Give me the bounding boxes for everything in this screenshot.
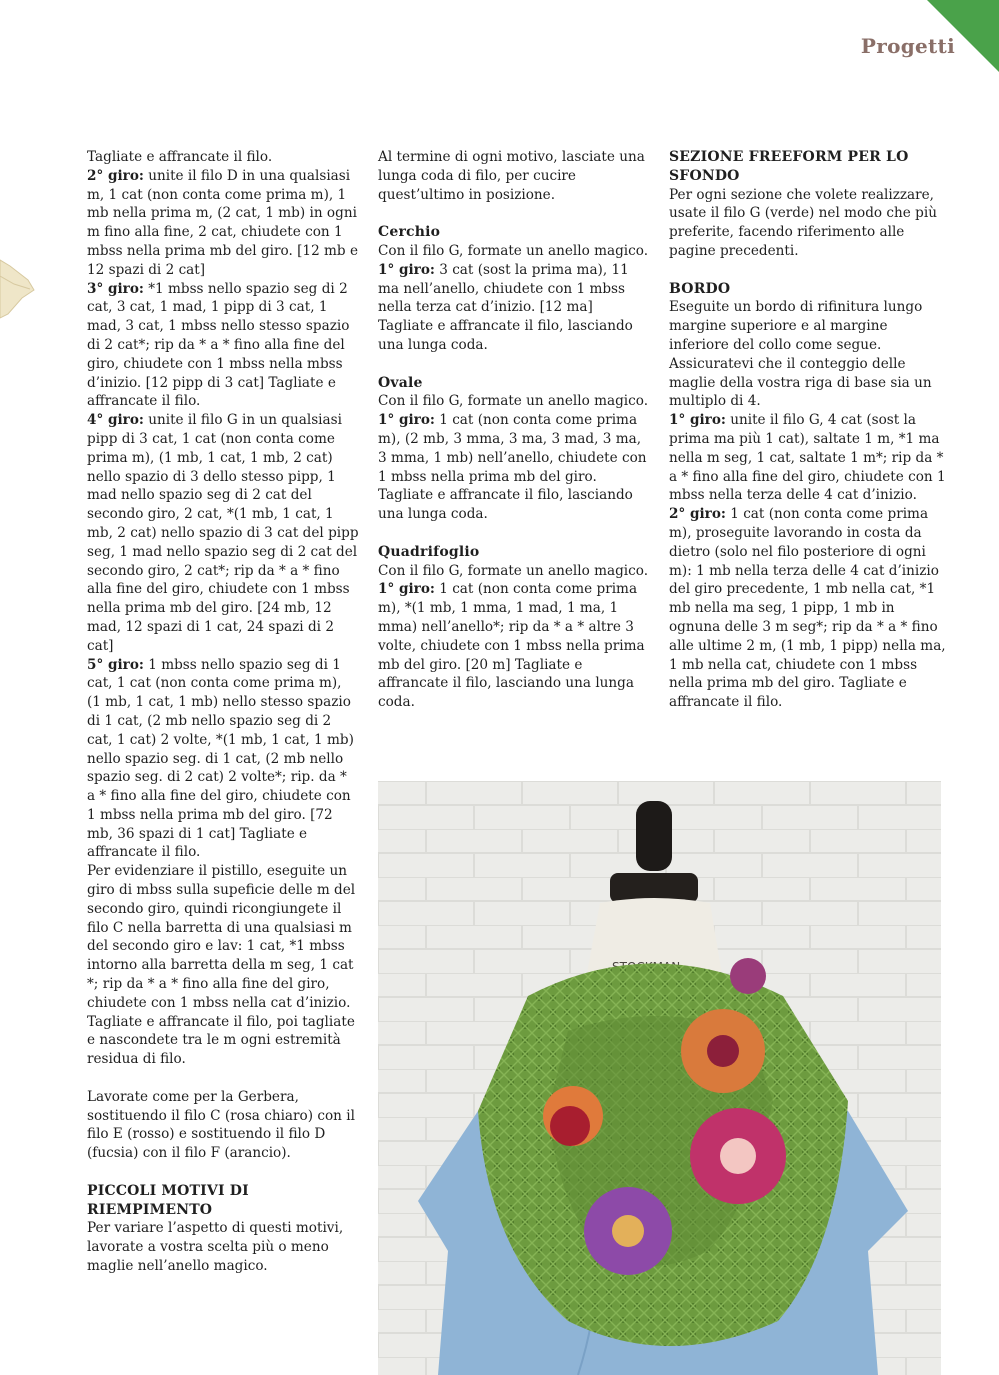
heading-small-motifs: PICCOLI MOTIVI DI RIEMPIMENTO <box>87 1182 249 1218</box>
heading-freeform: SEZIONE FREEFORM PER LO SFONDO <box>669 149 909 184</box>
cerchio-round-1: 1° giro: 3 cat (sost la prima ma), 11 ma nell’anello, chiudete con 1 mbss nella terza cat d’inizio. [12 ma] Tagliate e affrancate il filo, lasciando una lunga coda. <box>378 261 633 353</box>
column-3 <box>669 148 949 712</box>
product-photo <box>378 781 941 1375</box>
instruction-round-5: 5° giro: 1 mbss nello spazio seg di 1 cat, 1 cat (non conta come prima m), (1 mb, 1 cat, 1 mb) nello stesso spazio di 1 cat, (2 mb nello spazio seg di 2 cat, 1 cat) 2 volte, *(1 mb, 1 cat, 1 mb) nello spazio seg. di 1 cat, (2 mb nello spazio seg. di 2 cat) 2 volte*; rip. da * a * fino alla fine del giro, chiudete con 1 mbss nella prima mb del giro. [72 mb, 36 spazi di 1 cat] Tagliate e affrancate il filo. <box>87 656 354 861</box>
bordo-round-2: 2° giro: 1 cat (non conta come prima m), proseguite lavorando in costa da dietro (solo nel filo posteriore di ogni m): 1 mb nella terza delle 4 cat d’inizio del giro precedente, 1 mb nella cat, *1 mb nella ma seg, 1 pipp, 1 mb in ognuna delle 3 m seg*; rip da * a * fino alle ultime 2 m, (1 mb, 1 pipp) nella ma, 1 mb nella cat, chiudete con 1 mbss nella prima mb del giro. Tagliate e affrancate il filo. <box>669 506 946 711</box>
flower-motif <box>584 1187 672 1275</box>
freeform-paragraph: Per ogni sezione che volete realizzare, usate il filo G (verde) nel modo che più preferite, facendo riferimento alle pagine precedenti. <box>669 186 937 259</box>
small-motifs-paragraph: Per variare l’aspetto di questi motivi, lavorate a vostra scelta più o meno maglie nell’anello magico. <box>87 1220 344 1275</box>
heading-ovale: Ovale <box>378 374 423 391</box>
instruction-round-2: 2° giro: unite il filo D in una qualsiasi m, 1 cat (non conta come prima m), 1 mb nella prima m, (2 cat, 1 mb) in ogni m fino alla fine, 2 cat, chiudete con 1 mbss nella prima mb del giro. [12 mb e 12 spazi di 2 cat] <box>87 167 358 278</box>
ovale-round-1: 1° giro: 1 cat (non conta come prima m), (2 mb, 3 mma, 3 ma, 3 mad, 3 ma, 3 mma, 1 mb) nell’anello, chiudete con 1 mbss nella prima mb del giro. Tagliate e affrancate il filo, lasciando una lunga coda. <box>378 412 647 523</box>
quadrifoglio-intro: Con il filo G, formate un anello magico. <box>378 562 649 579</box>
intro-paragraph: Al termine di ogni motivo, lasciate una lunga coda di filo, per cucire quest’ultimo in posizione. <box>378 149 645 203</box>
bordo-round-1: 1° giro: unite il filo G, 4 cat (sost la prima ma più 1 cat), saltate 1 m, *1 ma nella m seg, 1 cat, saltate 1 m*; rip da * a * fino alla fine del giro, chiudete con 1 mbss nella terza delle 4 cat d’inizio. <box>669 412 946 504</box>
flower-motif <box>690 1108 786 1204</box>
section-label: Progetti <box>860 34 955 58</box>
photo-illustration <box>378 781 941 1375</box>
bordo-paragraph-2: Assicuratevi che il conteggio delle maglie della vostra riga di base sia un multiplo di 4. <box>669 355 932 410</box>
heading-cerchio: Cerchio <box>378 224 441 241</box>
flower-motif <box>730 958 766 994</box>
heading-bordo: BORDO <box>669 280 731 297</box>
cerchio-intro: Con il filo G, formate un anello magico. <box>378 242 649 259</box>
column-2 <box>378 148 648 712</box>
bordo-paragraph-1: Eseguite un bordo di rifinitura lungo margine superiore e al margine inferiore del collo come segue. <box>669 299 923 353</box>
instruction-paragraph: Tagliate e affrancate il filo. <box>87 149 273 165</box>
ovale-intro: Con il filo G, formate un anello magico. <box>378 393 649 410</box>
quadrifoglio-round-1: 1° giro: 1 cat (non conta come prima m), *(1 mb, 1 mma, 1 mad, 1 ma, 1 mma) nell’anello*; rip da * a * altre 3 volte, chiudete con 1 mbss nella prima mb del giro. [20 m] Tagliate e affrancate il filo, lasciando una lunga coda. <box>378 581 645 711</box>
variant-paragraph: Lavorate come per la Gerbera, sostituendo il filo C (rosa chiaro) con il filo E (rosso) e sostituendo il filo D (fucsia) con il filo F (arancio). <box>87 1088 355 1162</box>
heading-quadrifoglio: Quadrifoglio <box>378 543 480 560</box>
flower-motif <box>543 1086 603 1146</box>
flower-motif <box>681 1009 765 1093</box>
instruction-round-3: 3° giro: *1 mbss nello spazio seg di 2 cat, 3 cat, 1 mad, 1 pipp di 3 cat, 1 mad, 3 cat, 1 mbss nello stesso spazio di 2 cat*; rip da * a * fino alla fine del giro, chiudete con 1 mbss nella mbss d’inizio. [12 pipp di 3 cat] Tagliate e affrancate il filo. <box>87 280 350 410</box>
left-edge-decoration <box>0 258 36 320</box>
column-1 <box>87 148 359 1276</box>
instruction-pistil: Per evidenziare il pistillo, eseguite un giro di mbss sulla supeficie delle m del secondo giro, quindi ricongiungete il filo C nella barretta di una qualsiasi m del secondo giro e lav: 1 cat, *1 mbss intorno alla barretta della m seg, 1 cat *; rip da * a * fino alla fine del giro, chiudete con 1 mbss nella cat d’inizio. Tagliate e affrancate il filo, poi tagliate e nascondete tra le m ogni estremità residua di filo. <box>87 863 356 1068</box>
instruction-round-4: 4° giro: unite il filo G in un qualsiasi pipp di 3 cat, 1 cat (non conta come prima m), (1 mb, 1 cat, 1 mb, 2 cat) nello spazio di 3 dello stesso pipp, 1 mad nello spazio seg di 2 cat del secondo giro, 2 cat, *(1 mb, 1 cat, 1 mb, 2 cat) nello spazio di 3 cat del pipp seg, 1 mad nello spazio seg di 2 cat del secondo giro, 2 cat*; rip da * a * fino alla fine del giro, chiudete con 1 mbss nella prima mb del giro. [24 mb, 12 mad, 12 spazi di 1 cat, 24 spazi di 2 cat] <box>87 412 359 654</box>
